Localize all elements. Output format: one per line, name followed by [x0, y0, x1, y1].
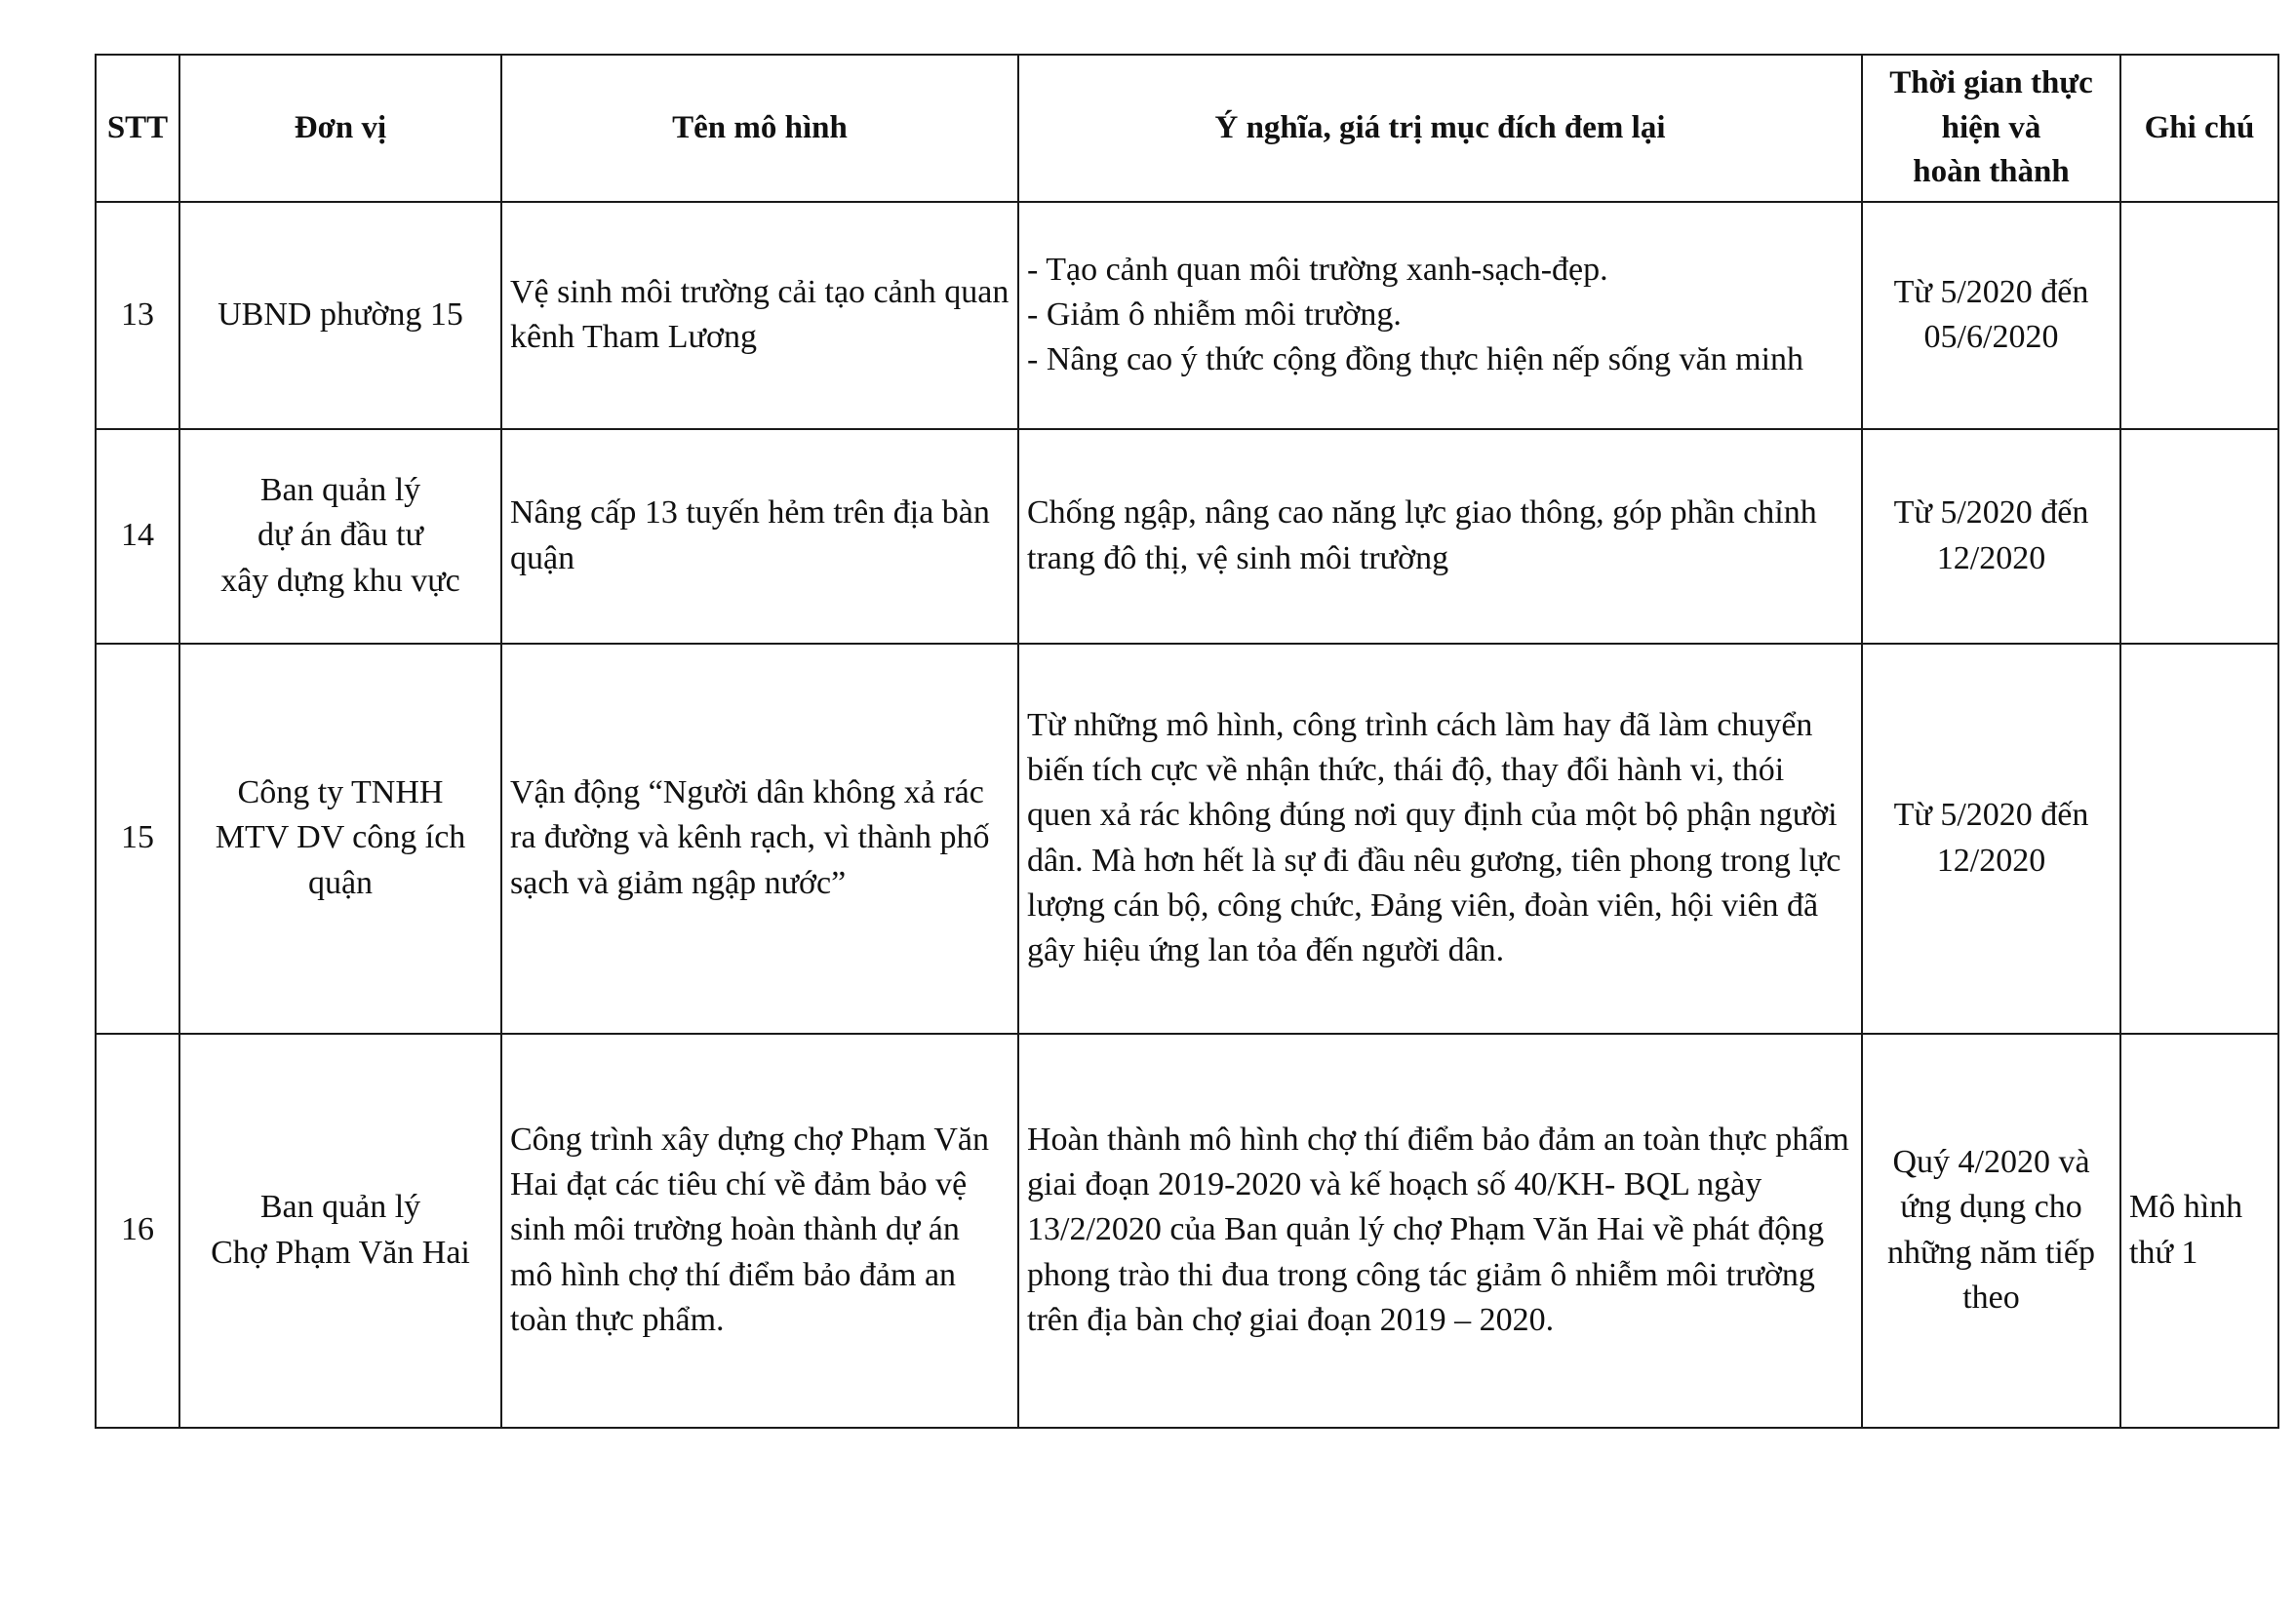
table-row — [96, 429, 2278, 644]
header-ten-mo-hinh: Tên mô hình — [501, 55, 1018, 202]
cell-ten-mo-hinh: Vận động “Người dân không xả rác ra đường và kênh rạch, vì thành phố sạch và giảm ngập nước” — [501, 644, 1018, 1034]
cell-stt: 16 — [96, 1034, 179, 1428]
cell-stt: 15 — [96, 644, 179, 1034]
header-ghi-chu: Ghi chú — [2120, 55, 2278, 202]
header-y-nghia: Ý nghĩa, giá trị mục đích đem lại — [1018, 55, 1862, 202]
cell-don-vi: UBND phường 15 — [179, 202, 501, 429]
models-table — [95, 54, 2279, 1429]
header-stt: STT — [96, 55, 179, 202]
table-row — [96, 644, 2278, 1034]
header-don-vi: Đơn vị — [179, 55, 501, 202]
cell-thoi-gian: Từ 5/2020 đến 12/2020 — [1862, 429, 2120, 644]
cell-ghi-chu — [2120, 202, 2278, 429]
cell-y-nghia: - Tạo cảnh quan môi trường xanh-sạch-đẹp. - Giảm ô nhiễm môi trường. - Nâng cao ý thức cộng đồng thực hiện nếp sống văn minh — [1018, 202, 1862, 429]
cell-don-vi: Công ty TNHH MTV DV công ích quận — [179, 644, 501, 1034]
cell-y-nghia: Từ những mô hình, công trình cách làm hay đã làm chuyển biến tích cực về nhận thức, thái độ, thay đổi hành vi, thói quen xả rác không đúng nơi quy định của một bộ phận người dân. Mà hơn hết là sự đi đầu nêu gương, tiên phong trong lực lượng cán bộ, công chức, Đảng viên, đoàn viên, hội viên đã gây hiệu ứng lan tỏa đến người dân. — [1018, 644, 1862, 1034]
cell-stt: 14 — [96, 429, 179, 644]
cell-don-vi: Ban quản lý Chợ Phạm Văn Hai — [179, 1034, 501, 1428]
cell-ghi-chu: Mô hình thứ 1 — [2120, 1034, 2278, 1428]
cell-y-nghia: Hoàn thành mô hình chợ thí điểm bảo đảm an toàn thực phẩm giai đoạn 2019-2020 và kế hoạch số 40/KH- BQL ngày 13/2/2020 của Ban quản lý chợ Phạm Văn Hai về phát động phong trào thi đua trong công tác giảm ô nhiễm môi trường trên địa bàn chợ giai đoạn 2019 – 2020. — [1018, 1034, 1862, 1428]
header-thoi-gian: Thời gian thực hiện và hoàn thành — [1862, 55, 2120, 202]
cell-don-vi: Ban quản lý dự án đầu tư xây dựng khu vực — [179, 429, 501, 644]
cell-thoi-gian: Quý 4/2020 và ứng dụng cho những năm tiếp theo — [1862, 1034, 2120, 1428]
cell-ten-mo-hinh: Vệ sinh môi trường cải tạo cảnh quan kênh Tham Lương — [501, 202, 1018, 429]
cell-ghi-chu — [2120, 429, 2278, 644]
cell-stt: 13 — [96, 202, 179, 429]
cell-thoi-gian: Từ 5/2020 đến 05/6/2020 — [1862, 202, 2120, 429]
cell-ten-mo-hinh: Công trình xây dựng chợ Phạm Văn Hai đạt các tiêu chí về đảm bảo vệ sinh môi trường hoàn thành dự án mô hình chợ thí điểm bảo đảm an toàn thực phẩm. — [501, 1034, 1018, 1428]
table-header-row — [96, 55, 2278, 202]
table-row — [96, 1034, 2278, 1428]
cell-y-nghia: Chống ngập, nâng cao năng lực giao thông, góp phần chỉnh trang đô thị, vệ sinh môi trường — [1018, 429, 1862, 644]
table-row — [96, 202, 2278, 429]
cell-ten-mo-hinh: Nâng cấp 13 tuyến hẻm trên địa bàn quận — [501, 429, 1018, 644]
cell-ghi-chu — [2120, 644, 2278, 1034]
cell-thoi-gian: Từ 5/2020 đến 12/2020 — [1862, 644, 2120, 1034]
